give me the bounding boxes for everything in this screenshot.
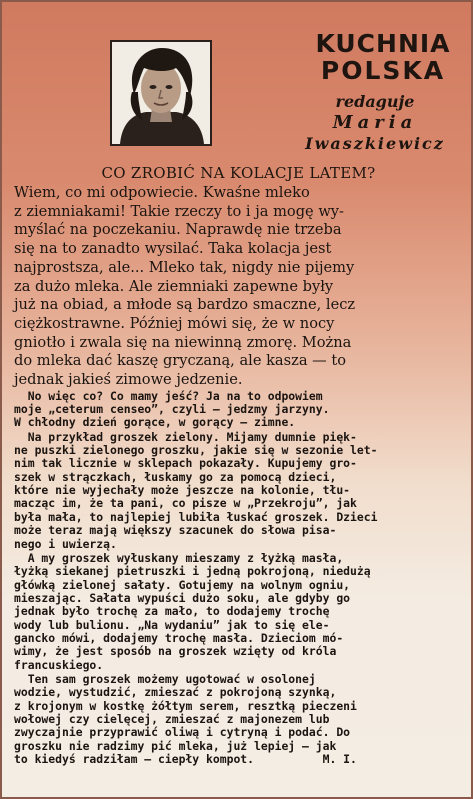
article-heading: CO ZROBIĆ NA KOLACJE LATEM? xyxy=(101,164,376,182)
paragraph-groszek xyxy=(14,431,464,551)
article-body xyxy=(14,184,464,766)
paragraph-recipe-2 xyxy=(14,673,464,766)
text-line: nego i uwierzą. xyxy=(14,536,117,551)
text-line: W chłodny dzień gorące, w gorący — zimne. xyxy=(14,415,296,430)
text-line: to kiedyś radziłam — ciepły kompot. M. I. xyxy=(14,752,357,767)
text-line: jednak było trochę za mało, to dodajemy trochę xyxy=(14,604,330,619)
text-line: macząc im, że ta pani, co pisze w „Przekroju”, jak xyxy=(14,496,357,511)
text-line: jednak jakieś zimowe jedzenie. xyxy=(14,371,243,389)
text-line: francuskiego. xyxy=(14,657,104,672)
text-line: mieszając. Sałata wypuści dużo soku, ale gdyby go xyxy=(14,590,351,605)
text-line: wody lub bulionu. „Na wydaniu” jak to się ele- xyxy=(14,617,330,632)
text-line: szek w strączkach, łuskamy go za pomocą dzieci, xyxy=(14,469,337,484)
author-byline xyxy=(280,92,470,154)
text-line: wołowej czy cielęcej, zmieszać z majonezem lub xyxy=(14,711,330,726)
column-title-line-1: KUCHNIA xyxy=(315,29,451,58)
text-line: które nie wyjechały może jeszcze na kolonie, tłu- xyxy=(14,483,351,498)
text-line: myślać na poczekaniu. Naprawdę nie trzeba xyxy=(14,221,342,239)
text-line: A my groszek wyłuskany mieszamy z łyżką masła, xyxy=(14,550,344,565)
text-line: już na obiad, a młode są bardzo smaczne, lecz xyxy=(14,296,356,314)
text-line: najprostsza, ale... Mleko tak, nigdy nie pijemy xyxy=(14,258,355,276)
paragraph-jarzyny xyxy=(14,390,464,430)
author-portrait xyxy=(110,40,212,146)
text-line: wodzie, wystudzić, zmieszać z pokrojoną szynką, xyxy=(14,685,337,700)
text-line: gniotło i zwala się na niewinną zmorę. Można xyxy=(14,333,352,351)
text-line: z krojonym w kostkę żółtym serem, resztką pieczeni xyxy=(14,698,357,713)
text-line: ciężkostrawne. Później mówi się, że w nocy xyxy=(14,314,335,332)
text-line: ne puszki zielonego groszku, jakie się w sezonie let- xyxy=(14,443,378,458)
text-line: gancko mówi, dodajemy trochę masła. Dzieciom mó- xyxy=(14,630,344,645)
text-line: może teraz mają większy szacunek do słowa pisa- xyxy=(14,523,337,538)
column-title-line-2: POLSKA xyxy=(320,56,446,85)
text-line: zwyczajnie przyprawić oliwą i cytryną i podać. Do xyxy=(14,725,351,740)
text-line: łyżką siekanej pietruszki i jedną pokrojoną, niedużą xyxy=(14,564,371,579)
text-line: nim tak licznie w sklepach pokazały. Kupujemy gro- xyxy=(14,456,357,471)
lead-paragraph xyxy=(14,184,464,390)
text-line: była mała, to najlepiej lubiła łuskać groszek. Dzieci xyxy=(14,509,378,524)
text-line: No więc co? Co mamy jeść? Ja na to odpowiem xyxy=(14,388,323,403)
text-line: Ten sam groszek możemy ugotować w osolonej xyxy=(14,671,316,686)
text-line: moje „ceterum censeo”, czyli — jedzmy jarzyny. xyxy=(14,402,330,417)
text-line: z ziemniakami! Takie rzeczy to i ja mogę wy- xyxy=(14,202,344,220)
text-line: do mleka dać kaszę gryczaną, ale kasza — to xyxy=(14,352,347,370)
text-line: wimy, że jest sposób na groszek wzięty od króla xyxy=(14,644,337,659)
byline-first-name: Maria xyxy=(332,112,418,133)
text-line: główką zielonej sałaty. Gotujemy na wolnym ogniu, xyxy=(14,577,351,592)
text-line: za dużo mleka. Ale ziemniaki zapewne były xyxy=(14,277,334,295)
portrait-image xyxy=(112,42,210,144)
text-line: się na to zanadto wysilać. Taka kolacja jest xyxy=(14,240,332,258)
text-line: Wiem, co mi odpowiecie. Kwaśne mleko xyxy=(14,184,310,201)
column-title xyxy=(298,30,468,84)
byline-edited-by: redaguje xyxy=(335,92,415,111)
text-line: Na przykład groszek zielony. Mijamy dumnie pięk- xyxy=(14,429,357,444)
paragraph-recipe-1 xyxy=(14,552,464,672)
byline-surname: Iwaszkiewicz xyxy=(305,134,445,153)
text-line: groszku nie radzimy pić mleka, już lepiej — jak xyxy=(14,738,337,753)
